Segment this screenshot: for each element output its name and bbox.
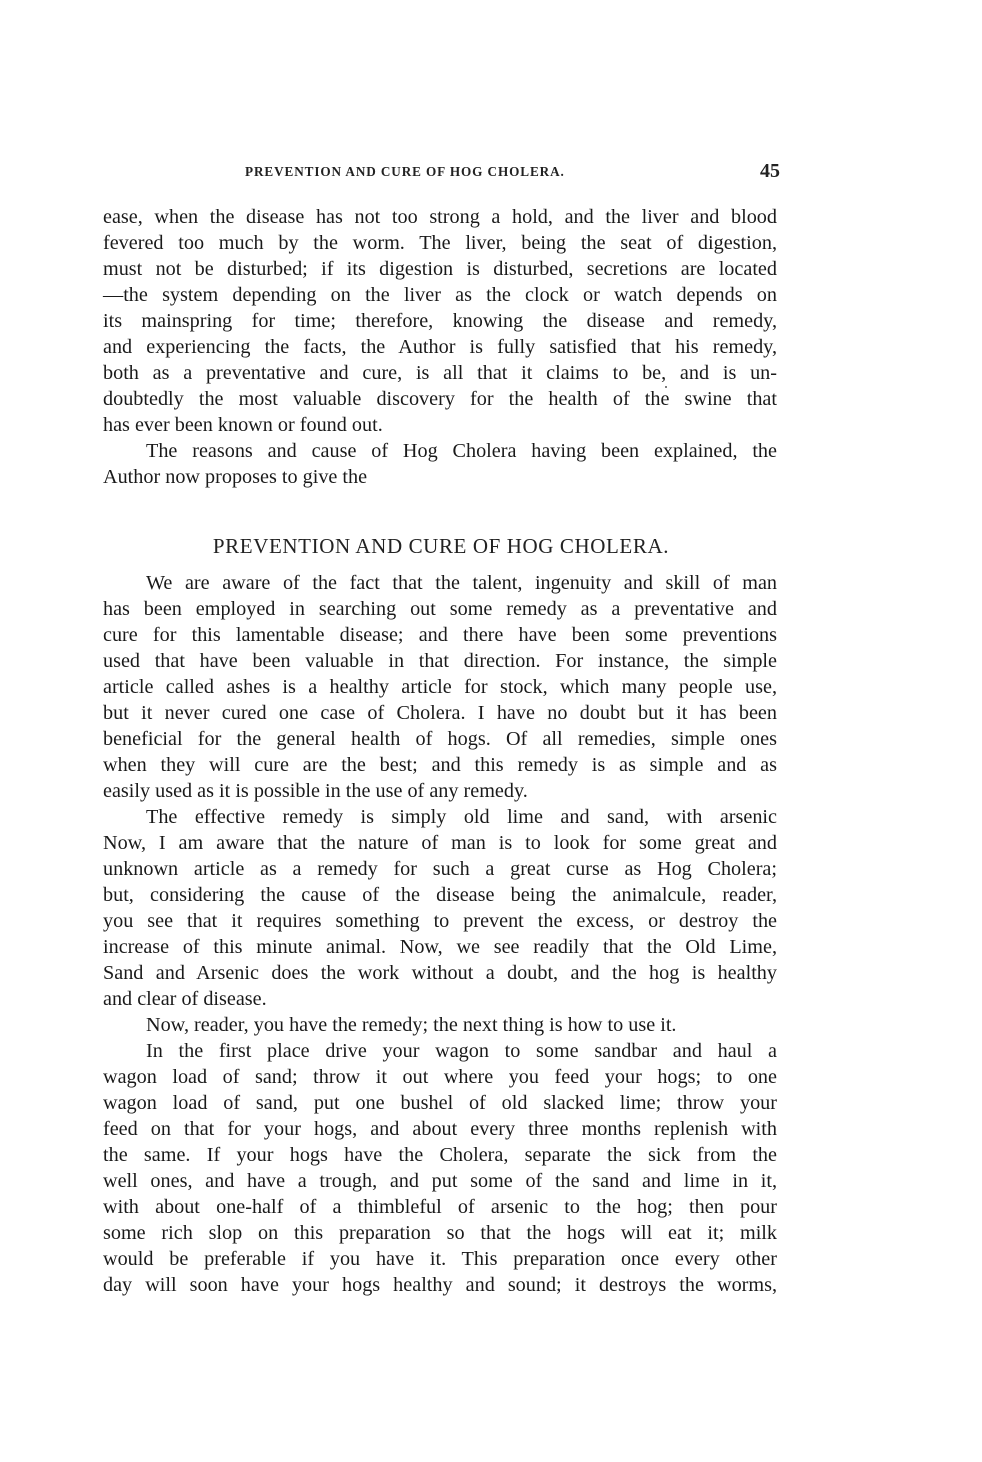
text-line: cure for this lamentable disease; and there have been some preventions <box>103 624 777 646</box>
text-line: with about one-half of a thimbleful of arsenic to the hog; then pour <box>103 1196 777 1218</box>
text-line: must not be disturbed; if its digestion is disturbed, secretions are located <box>103 258 777 280</box>
text-line: feed on that for your hogs, and about every three months replenish with <box>103 1118 777 1140</box>
text-line: both as a preventative and cure, is all that it claims to be, and is un- <box>103 362 777 384</box>
text-line: but it never cured one case of Cholera. I have no doubt but it has been <box>103 702 777 724</box>
page-number: 45 <box>760 160 780 182</box>
text-line: In the first place drive your wagon to some sandbar and haul a <box>146 1040 777 1062</box>
text-line: but, considering the cause of the disease being the animalcule, reader, <box>103 884 777 906</box>
text-line: well ones, and have a trough, and put some of the sand and lime in it, <box>103 1170 777 1192</box>
text-line: Now, reader, you have the remedy; the next thing is how to use it. <box>146 1014 677 1036</box>
text-line: used that have been valuable in that direction. For instance, the simple <box>103 650 777 672</box>
scan-speck <box>665 386 667 388</box>
text-line: Author now proposes to give the <box>103 466 368 488</box>
text-line: and clear of disease. <box>103 988 267 1010</box>
text-line: wagon load of sand, put one bushel of old slacked lime; throw your <box>103 1092 777 1114</box>
running-header <box>100 160 780 188</box>
text-line: its mainspring for time; therefore, knowing the disease and remedy, <box>103 310 777 332</box>
text-line: has ever been known or found out. <box>103 414 383 436</box>
text-line: the same. If your hogs have the Cholera, separate the sick from the <box>103 1144 777 1166</box>
text-line: you see that it requires something to prevent the excess, or destroy the <box>103 910 777 932</box>
text-line: The reasons and cause of Hog Cholera having been explained, the <box>146 440 777 462</box>
text-line: easily used as it is possible in the use of any remedy. <box>103 780 528 802</box>
text-line: doubtedly the most valuable discovery for the health of the swine that <box>103 388 777 410</box>
running-title: PREVENTION AND CURE OF HOG CHOLERA. <box>245 164 565 179</box>
text-line: increase of this minute animal. Now, we see readily that the Old Lime, <box>103 936 777 958</box>
text-line: beneficial for the general health of hogs. Of all remedies, simple ones <box>103 728 777 750</box>
section-heading: PREVENTION AND CURE OF HOG CHOLERA. <box>212 534 670 558</box>
text-line: —the system depending on the liver as the clock or watch depends on <box>103 284 777 306</box>
text-line: has been employed in searching out some remedy as a preventative and <box>103 598 777 620</box>
text-line: unknown article as a remedy for such a great curse as Hog Cholera; <box>103 858 777 880</box>
text-line: We are aware of the fact that the talent, ingenuity and skill of man <box>146 572 777 594</box>
text-line: The effective remedy is simply old lime and sand, with arsenic <box>146 806 777 828</box>
text-line: would be preferable if you have it. This preparation once every other <box>103 1248 777 1270</box>
text-line: some rich slop on this preparation so that the hogs will eat it; milk <box>103 1222 777 1244</box>
text-line: Now, I am aware that the nature of man is to look for some great and <box>103 832 777 854</box>
text-line: fevered too much by the worm. The liver, being the seat of digestion, <box>103 232 777 254</box>
text-line: and experiencing the facts, the Author is fully satisfied that his remedy, <box>103 336 777 358</box>
text-line: Sand and Arsenic does the work without a doubt, and the hog is healthy <box>103 962 777 984</box>
text-line: wagon load of sand; throw it out where you feed your hogs; to one <box>103 1066 777 1088</box>
text-line: when they will cure are the best; and this remedy is as simple and as <box>103 754 777 776</box>
text-line: day will soon have your hogs healthy and sound; it destroys the worms, <box>103 1274 777 1296</box>
text-line: ease, when the disease has not too strong a hold, and the liver and blood <box>103 206 777 228</box>
text-line: article called ashes is a healthy article for stock, which many people use, <box>103 676 777 698</box>
